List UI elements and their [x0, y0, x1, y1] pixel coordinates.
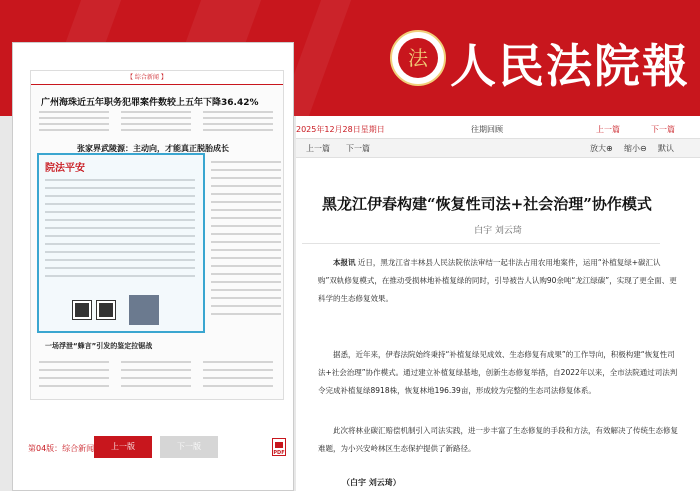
article-paragraph: 本报讯 近日，黑龙江省丰林县人民法院依法审结一起非法占用农用地案件，运用“补植复绿+碳汇认购”双轨修复模式，在推动受损林地补植复绿的同时，引导被告人认购90余吨“龙江绿碳”，实现了更全面、更科学的生态修复效果。	[318, 258, 677, 303]
divider	[302, 243, 660, 244]
thumbnail-feature-title[interactable]: 张家界武陵源：主动向，才能真正脱胎成长	[77, 144, 229, 153]
next-issue-link[interactable]: 下一篇	[651, 125, 675, 134]
qr-code-icon	[97, 301, 115, 319]
thumbnail-headline[interactable]: 广州海珠近五年职务犯罪案件数较上五年下降36.42%	[41, 98, 259, 108]
newspaper-logo[interactable]: 人民法院報	[450, 39, 690, 93]
page-label[interactable]: 第04版：综合新闻	[28, 444, 95, 453]
article-byline: （白宇 刘云琦）	[342, 478, 401, 487]
article-authors: 白宇 刘云琦	[474, 226, 522, 236]
thumbnail-feature-box[interactable]	[37, 153, 205, 333]
thumbnail-footer-headline[interactable]: 一场浮泄“蜂言”引发的鉴定拉锯战	[45, 342, 153, 350]
article-paragraph: 据悉，近年来，伊春法院始终秉持“补植复绿见成效、生态修复有成果”的工作导向，积极构建“恢复性司法+社会治理”协作模式。通过建立补植复绿基地，创新生态修复举措，自2022年以来，全市法院通过司法判令完成补植复绿8918株，恢复林地196.39亩，形成较为完整的生态司法修复体系。	[318, 350, 678, 395]
article-title: 黑龙江伊春构建“恢复性司法+社会治理”协作模式	[322, 195, 652, 213]
reset-zoom-button[interactable]: 默认	[658, 144, 674, 153]
portrait-photo	[129, 295, 159, 325]
article-paragraph: 此次将林业碳汇赔偿机制引入司法实践，进一步丰富了生态修复的手段和方法，有效解决了传统生态修复难题，为小兴安岭林区生态保护提供了新路径。	[318, 426, 678, 453]
next-article-link[interactable]: 下一篇	[346, 144, 370, 153]
article-panel	[296, 116, 700, 491]
zoom-in-button[interactable]: 放大⊕	[590, 144, 613, 153]
next-page-button[interactable]: 下一版	[160, 436, 218, 458]
archive-link[interactable]: 往期回顾	[471, 125, 503, 134]
court-emblem-icon: 法	[390, 30, 446, 86]
thumbnail-section-tag: 【 综合新闻 】	[31, 71, 284, 85]
thumbnail-feature-tag: 院法平安	[45, 163, 85, 174]
zoom-out-button[interactable]: 缩小⊖	[624, 144, 647, 153]
qr-code-icon	[73, 301, 91, 319]
issue-date: 2025年12月28日星期日	[296, 125, 385, 134]
pdf-download-icon[interactable]: PDF	[272, 438, 286, 456]
page-thumbnail[interactable]	[30, 70, 284, 400]
prev-page-button[interactable]: 上一版	[94, 436, 152, 458]
prev-article-link[interactable]: 上一篇	[306, 144, 330, 153]
article-toolbar	[296, 138, 700, 158]
prev-issue-link[interactable]: 上一篇	[596, 125, 620, 134]
lead-label: 本报讯	[333, 258, 356, 267]
